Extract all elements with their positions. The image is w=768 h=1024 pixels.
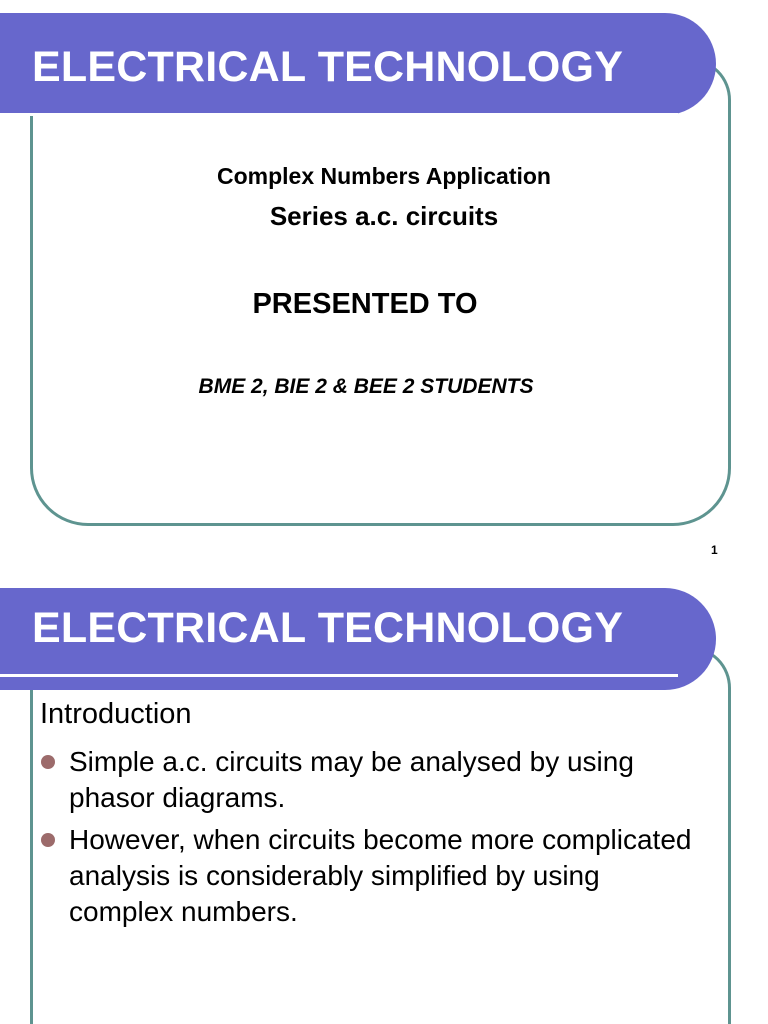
audience-text: BME 2, BIE 2 & BEE 2 STUDENTS [198, 375, 534, 398]
subtitle: Complex Numbers Application [217, 163, 551, 189]
title-bar [0, 13, 716, 115]
subtitle-secondary: Series a.c. circuits [269, 201, 499, 231]
bullet-list [38, 744, 698, 936]
bullet-dot-icon [41, 755, 55, 769]
bullet-item [38, 822, 698, 930]
title-bar [0, 588, 716, 690]
bullet-text: However, when circuits become more complicated analysis is considerably simplified by using complex numbers. [69, 824, 692, 927]
section-heading: Introduction [40, 698, 192, 730]
slide-title: ELECTRICAL TECHNOLOGY [32, 604, 624, 652]
page-number: 1 [711, 543, 718, 557]
title-underline [0, 113, 678, 116]
bullet-dot-icon [41, 833, 55, 847]
title-underline [0, 674, 678, 677]
bullet-text: Simple a.c. circuits may be analysed by using phasor diagrams. [69, 746, 634, 813]
bullet-item [38, 744, 698, 816]
presented-to-heading: PRESENTED TO [252, 288, 478, 320]
slide-2 [0, 588, 768, 1024]
slide-title: ELECTRICAL TECHNOLOGY [32, 43, 624, 91]
